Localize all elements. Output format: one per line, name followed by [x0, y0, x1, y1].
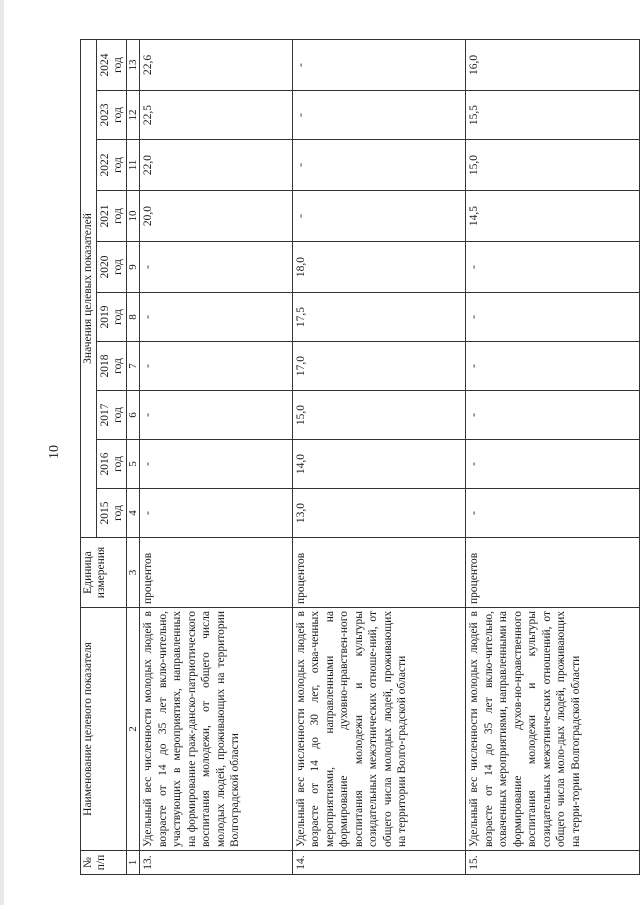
header-year: 2015 год	[97, 489, 127, 538]
header-year: 2023 год	[97, 91, 127, 140]
column-index: 2	[127, 608, 140, 851]
indicator-name: Удельный вес численности молодых людей в возрасте от 14 до 35 лет вклю-чительно, охваченных мероприятиями, направленными на формирование духов-но-нравственного воспитания молодежи и культуры созидательных межэтниче-ских отношений, от общего числа моло-дых людей, проживающих на терри-тории Волгоградской области	[466, 608, 640, 851]
indicators-table	[80, 39, 640, 875]
value-cell: 22,5	[140, 91, 293, 140]
column-index: 12	[127, 91, 140, 140]
header-year: 2019 год	[97, 293, 127, 342]
scan-edge	[0, 0, 4, 905]
value-cell: 17,0	[292, 342, 466, 391]
value-cell: -	[140, 440, 293, 489]
indicator-unit: процентов	[140, 538, 293, 608]
value-cell: -	[140, 489, 293, 538]
table-row	[292, 39, 466, 874]
indicator-name: Удельный вес численности молодых людей в возрасте от 14 до 30 лет, охва-ченных мероприятиями, направленными на формирование духовно-нравствен-ного воспитания молодежи и культуры созидательных межэтнических отноше-ний, от общего числа молодых людей, проживающих на территории Волго-градской области	[292, 608, 466, 851]
value-cell: -	[292, 39, 466, 90]
indicator-unit: процентов	[292, 538, 466, 608]
value-cell: 15,0	[466, 140, 640, 191]
value-cell: 18,0	[292, 242, 466, 293]
header-row-1	[81, 39, 97, 874]
value-cell: 22,0	[140, 140, 293, 191]
rotated-table-wrapper	[80, 40, 640, 875]
header-name: Наименование целевого показателя	[81, 608, 127, 851]
row-number: 14.	[292, 851, 466, 875]
value-cell: -	[292, 91, 466, 140]
value-cell: -	[466, 440, 640, 489]
column-index: 11	[127, 140, 140, 191]
column-index: 4	[127, 489, 140, 538]
value-cell: 15,5	[466, 91, 640, 140]
value-cell: -	[466, 391, 640, 440]
row-number: 15.	[466, 851, 640, 875]
value-cell: -	[292, 140, 466, 191]
page-number: 10	[47, 445, 62, 459]
indicator-unit: процентов	[466, 538, 640, 608]
header-year: 2024 год	[97, 39, 127, 90]
value-cell: 13,0	[292, 489, 466, 538]
value-cell: 15,0	[292, 391, 466, 440]
column-index: 1	[127, 851, 140, 875]
value-cell: -	[140, 242, 293, 293]
column-index: 5	[127, 440, 140, 489]
value-cell: 16,0	[466, 39, 640, 90]
value-cell: -	[140, 293, 293, 342]
table-row	[466, 39, 640, 874]
indicator-name: Удельный вес численности молодых людей в возрасте от 14 до 35 лет вклю-чительно, участвующих в мероприятиях, направленных на формирование граж-данско-патриотического воспитания молодежи, от общего числа молодых людей, проживающих на территории Волгоградской области	[140, 608, 293, 851]
value-cell: -	[466, 293, 640, 342]
header-year: 2020 год	[97, 242, 127, 293]
header-year: 2016 год	[97, 440, 127, 489]
column-index: 8	[127, 293, 140, 342]
column-index: 13	[127, 39, 140, 90]
header-year: 2022 год	[97, 140, 127, 191]
column-index-row	[127, 39, 140, 874]
value-cell: -	[140, 342, 293, 391]
header-year: 2017 год	[97, 391, 127, 440]
column-index: 6	[127, 391, 140, 440]
header-year: 2018 год	[97, 342, 127, 391]
header-values-group: Значения целевых показателей	[81, 39, 97, 537]
value-cell: 14,5	[466, 191, 640, 242]
value-cell: -	[466, 242, 640, 293]
value-cell: -	[466, 489, 640, 538]
column-index: 7	[127, 342, 140, 391]
row-number: 13.	[140, 851, 293, 875]
value-cell: 22,6	[140, 39, 293, 90]
header-unit: Единица измерения	[81, 538, 127, 608]
value-cell: 20,0	[140, 191, 293, 242]
header-year: 2021 год	[97, 191, 127, 242]
value-cell: 17,5	[292, 293, 466, 342]
column-index: 3	[127, 538, 140, 608]
column-index: 9	[127, 242, 140, 293]
column-index: 10	[127, 191, 140, 242]
table-row	[140, 39, 293, 874]
value-cell: 14,0	[292, 440, 466, 489]
value-cell: -	[140, 391, 293, 440]
header-number: № п/п	[81, 851, 127, 875]
value-cell: -	[466, 342, 640, 391]
value-cell: -	[292, 191, 466, 242]
